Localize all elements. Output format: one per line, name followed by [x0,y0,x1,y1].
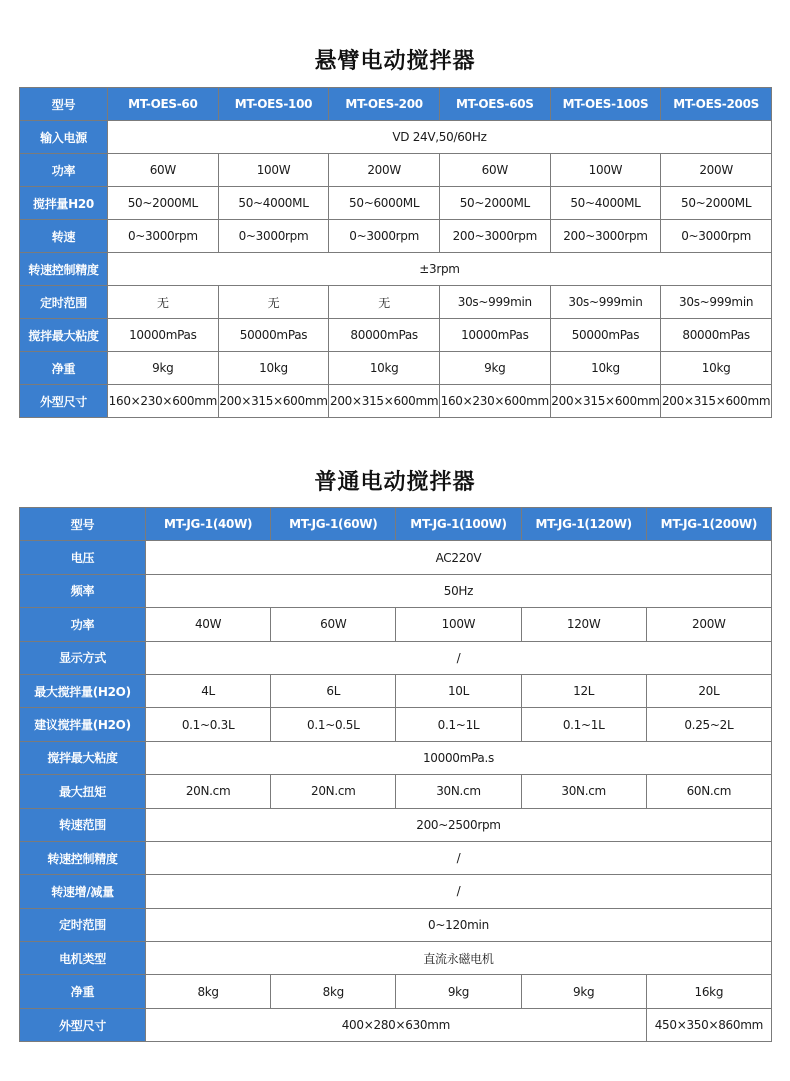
row-label: 转速增/减量 [20,875,146,908]
row-label: 外型尺寸 [20,1008,146,1041]
row-label: 电压 [20,541,146,574]
row-label: 频率 [20,574,146,607]
value-cell: 50~4000ML [550,187,661,220]
value-cell: 9kg [396,975,521,1008]
spanned-value-cell: ±3rpm [108,253,772,286]
table2-spec-table [19,507,772,1042]
table-row [20,220,772,253]
value-cell: 10000mPas [439,319,550,352]
value-cell: 30s~999min [439,286,550,319]
table-row [20,674,772,707]
spanned-value-cell: 0~120min [146,908,772,941]
table-row [20,1008,772,1041]
value-cell: 0~3000rpm [329,220,440,253]
value-cell: 60W [108,154,219,187]
row-label: 功率 [20,608,146,641]
value-cell: 10kg [550,352,661,385]
value-cell: 30N.cm [396,775,521,808]
value-cell: 10kg [661,352,772,385]
table-row [20,352,772,385]
table-row [20,608,772,641]
model-name-cell: MT-OES-100S [550,88,661,121]
row-label: 搅拌最大粘度 [20,741,146,774]
value-cell: 60W [271,608,396,641]
spanned-value-cell: / [146,841,772,874]
table-row [20,253,772,286]
value-cell: 100W [550,154,661,187]
value-cell: 200×315×600mm [661,385,772,418]
value-cell: 10000mPas [108,319,219,352]
value-cell: 160×230×600mm [439,385,550,418]
value-cell: 0.1~0.3L [146,708,271,741]
table-row [20,775,772,808]
table-row [20,385,772,418]
table-row [20,286,772,319]
value-cell: 0~3000rpm [218,220,329,253]
model-name-cell: MT-JG-1(200W) [646,508,771,541]
value-cell: 10kg [218,352,329,385]
value-cell: 0.25~2L [646,708,771,741]
row-label: 电机类型 [20,942,146,975]
value-cell: 无 [108,286,219,319]
spanned-value-cell: 50Hz [146,574,772,607]
table-row [20,875,772,908]
table1-title: 悬臂电动搅拌器 [314,49,476,74]
value-cell: 60W [439,154,550,187]
model-name-cell: MT-JG-1(120W) [521,508,646,541]
table-row [20,908,772,941]
value-cell: 50~2000ML [661,187,772,220]
value-cell: 无 [218,286,329,319]
table-row [20,641,772,674]
model-name-cell: MT-OES-200 [329,88,440,121]
table2-title: 普通电动搅拌器 [314,470,476,495]
value-cell: 100W [218,154,329,187]
value-cell: 40W [146,608,271,641]
model-name-cell: MT-OES-60S [439,88,550,121]
value-cell: 120W [521,608,646,641]
value-cell: 无 [329,286,440,319]
value-cell: 50000mPas [550,319,661,352]
header-row [20,88,772,121]
row-label: 输入电源 [20,121,108,154]
row-label: 搅拌最大粘度 [20,319,108,352]
table-row [20,942,772,975]
row-label: 净重 [20,975,146,1008]
value-cell: 200~3000rpm [550,220,661,253]
value-cell: 9kg [108,352,219,385]
row-label: 净重 [20,352,108,385]
table-row [20,319,772,352]
value-cell: 6L [271,674,396,707]
table-row [20,708,772,741]
value-cell: 50~2000ML [439,187,550,220]
row-label: 转速范围 [20,808,146,841]
value-cell: 200×315×600mm [550,385,661,418]
spanned-value-cell: 200~2500rpm [146,808,772,841]
value-cell: 30s~999min [550,286,661,319]
value-cell: 20N.cm [271,775,396,808]
value-cell: 30N.cm [521,775,646,808]
table-row [20,975,772,1008]
value-cell: 0~3000rpm [661,220,772,253]
value-cell: 0.1~1L [396,708,521,741]
value-cell: 60N.cm [646,775,771,808]
value-cell: 4L [146,674,271,707]
value-cell: 0.1~1L [521,708,646,741]
table-row [20,121,772,154]
value-cell: 20L [646,674,771,707]
row-label: 最大扭矩 [20,775,146,808]
spanned-value-cell: / [146,875,772,908]
row-label: 转速控制精度 [20,253,108,286]
value-cell: 50~2000ML [108,187,219,220]
row-label: 定时范围 [20,908,146,941]
table-row [20,741,772,774]
value-cell: 200×315×600mm [218,385,329,418]
value-cell: 200×315×600mm [329,385,440,418]
value-cell: 160×230×600mm [108,385,219,418]
value-cell: 20N.cm [146,775,271,808]
row-label: 建议搅拌量(H2O) [20,708,146,741]
model-name-cell: MT-OES-60 [108,88,219,121]
value-cell: 80000mPas [661,319,772,352]
value-cell: 9kg [439,352,550,385]
table-row [20,154,772,187]
value-cell: 100W [396,608,521,641]
spanned-value-cell: 10000mPa.s [146,741,772,774]
model-header-label: 型号 [20,88,108,121]
value-cell: 0~3000rpm [108,220,219,253]
spanned-value-cell: 400×280×630mm [146,1008,647,1041]
spanned-value-cell: AC220V [146,541,772,574]
row-label: 外型尺寸 [20,385,108,418]
value-cell: 200W [646,608,771,641]
value-cell: 80000mPas [329,319,440,352]
row-label: 定时范围 [20,286,108,319]
model-name-cell: MT-OES-200S [661,88,772,121]
value-cell: 200~3000rpm [439,220,550,253]
value-cell: 50~4000ML [218,187,329,220]
value-cell: 200W [661,154,772,187]
model-name-cell: MT-JG-1(60W) [271,508,396,541]
model-name-cell: MT-JG-1(40W) [146,508,271,541]
model-header-label: 型号 [20,508,146,541]
row-label: 转速控制精度 [20,841,146,874]
spanned-value-cell: / [146,641,772,674]
model-name-cell: MT-JG-1(100W) [396,508,521,541]
spanned-value-cell: VD 24V,50/60Hz [108,121,772,154]
row-label: 转速 [20,220,108,253]
table-row [20,808,772,841]
spanned-value-cell: 直流永磁电机 [146,942,772,975]
value-cell: 50~6000ML [329,187,440,220]
value-cell: 0.1~0.5L [271,708,396,741]
row-label: 显示方式 [20,641,146,674]
value-cell: 200W [329,154,440,187]
value-cell: 12L [521,674,646,707]
table1-spec-table [19,87,772,418]
table-row [20,841,772,874]
value-cell: 8kg [271,975,396,1008]
value-cell: 16kg [646,975,771,1008]
value-cell: 8kg [146,975,271,1008]
value-cell: 50000mPas [218,319,329,352]
value-cell: 9kg [521,975,646,1008]
table-row [20,187,772,220]
value-cell: 10kg [329,352,440,385]
row-label: 功率 [20,154,108,187]
model-name-cell: MT-OES-100 [218,88,329,121]
table-row [20,541,772,574]
row-label: 搅拌量H20 [20,187,108,220]
value-cell: 30s~999min [661,286,772,319]
header-row [20,508,772,541]
row-label: 最大搅拌量(H2O) [20,674,146,707]
value-cell: 10L [396,674,521,707]
value-cell: 450×350×860mm [646,1008,771,1041]
table-row [20,574,772,607]
